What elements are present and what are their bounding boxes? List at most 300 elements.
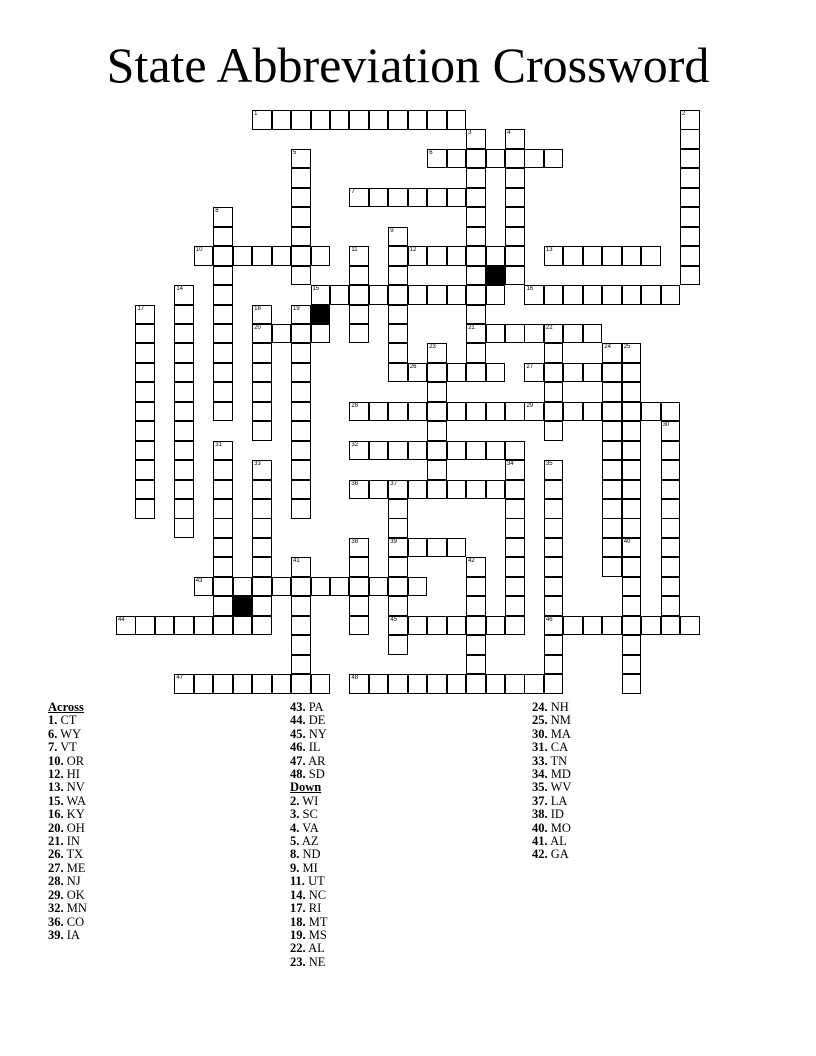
grid-cell[interactable] bbox=[194, 577, 214, 597]
grid-cell[interactable] bbox=[291, 557, 311, 577]
grid-cell[interactable] bbox=[174, 421, 194, 441]
grid-cell[interactable] bbox=[252, 577, 272, 597]
grid-cell[interactable] bbox=[174, 480, 194, 500]
grid-cell[interactable] bbox=[174, 441, 194, 461]
grid-cell[interactable] bbox=[466, 616, 486, 636]
grid-cell[interactable] bbox=[427, 460, 447, 480]
grid-cell[interactable] bbox=[174, 402, 194, 422]
grid-cell[interactable] bbox=[311, 285, 331, 305]
grid-cell[interactable] bbox=[349, 305, 369, 325]
grid-cell[interactable] bbox=[466, 168, 486, 188]
grid-cell[interactable] bbox=[388, 343, 408, 363]
grid-cell[interactable] bbox=[466, 285, 486, 305]
grid-cell[interactable] bbox=[661, 577, 681, 597]
grid-cell[interactable] bbox=[213, 246, 233, 266]
grid-cell[interactable] bbox=[311, 577, 331, 597]
grid-cell[interactable] bbox=[213, 460, 233, 480]
grid-cell[interactable] bbox=[213, 207, 233, 227]
grid-cell[interactable] bbox=[427, 480, 447, 500]
grid-cell[interactable] bbox=[213, 343, 233, 363]
grid-cell[interactable] bbox=[505, 129, 525, 149]
grid-cell[interactable] bbox=[291, 110, 311, 130]
grid-cell[interactable] bbox=[486, 674, 506, 694]
grid-cell[interactable] bbox=[583, 324, 603, 344]
grid-cell[interactable] bbox=[252, 538, 272, 558]
grid-cell[interactable] bbox=[583, 285, 603, 305]
grid-cell[interactable] bbox=[544, 343, 564, 363]
grid-cell[interactable] bbox=[622, 363, 642, 383]
grid-cell[interactable] bbox=[213, 324, 233, 344]
grid-cell[interactable] bbox=[252, 499, 272, 519]
grid-cell[interactable] bbox=[544, 480, 564, 500]
grid-cell[interactable] bbox=[427, 188, 447, 208]
grid-cell[interactable] bbox=[427, 246, 447, 266]
grid-cell[interactable] bbox=[544, 149, 564, 169]
grid-cell[interactable] bbox=[252, 460, 272, 480]
grid-cell[interactable] bbox=[544, 577, 564, 597]
grid-cell[interactable] bbox=[563, 616, 583, 636]
grid-cell[interactable] bbox=[135, 305, 155, 325]
grid-cell[interactable] bbox=[408, 402, 428, 422]
grid-cell[interactable] bbox=[661, 480, 681, 500]
grid-cell[interactable] bbox=[544, 246, 564, 266]
grid-cell[interactable] bbox=[291, 616, 311, 636]
grid-cell[interactable] bbox=[135, 382, 155, 402]
grid-cell[interactable] bbox=[291, 266, 311, 286]
grid-cell[interactable] bbox=[194, 246, 214, 266]
grid-cell[interactable] bbox=[311, 110, 331, 130]
grid-cell[interactable] bbox=[466, 343, 486, 363]
grid-cell[interactable] bbox=[427, 421, 447, 441]
grid-cell[interactable] bbox=[388, 441, 408, 461]
grid-cell[interactable] bbox=[447, 538, 467, 558]
grid-cell[interactable] bbox=[408, 285, 428, 305]
grid-cell[interactable] bbox=[622, 557, 642, 577]
grid-cell[interactable] bbox=[388, 518, 408, 538]
grid-cell[interactable] bbox=[602, 557, 622, 577]
grid-cell[interactable] bbox=[661, 285, 681, 305]
grid-cell[interactable] bbox=[388, 266, 408, 286]
grid-cell[interactable] bbox=[174, 285, 194, 305]
grid-cell[interactable] bbox=[661, 538, 681, 558]
grid-cell[interactable] bbox=[622, 343, 642, 363]
grid-cell[interactable] bbox=[311, 324, 331, 344]
grid-cell[interactable] bbox=[291, 421, 311, 441]
grid-cell[interactable] bbox=[349, 402, 369, 422]
grid-cell[interactable] bbox=[583, 402, 603, 422]
grid-cell[interactable] bbox=[524, 324, 544, 344]
grid-cell[interactable] bbox=[349, 266, 369, 286]
grid-cell[interactable] bbox=[622, 382, 642, 402]
grid-cell[interactable] bbox=[680, 149, 700, 169]
grid-cell[interactable] bbox=[544, 655, 564, 675]
grid-cell[interactable] bbox=[661, 460, 681, 480]
grid-cell[interactable] bbox=[661, 499, 681, 519]
grid-cell[interactable] bbox=[252, 110, 272, 130]
grid-cell[interactable] bbox=[563, 363, 583, 383]
grid-cell[interactable] bbox=[505, 441, 525, 461]
grid-cell[interactable] bbox=[466, 596, 486, 616]
grid-cell[interactable] bbox=[135, 402, 155, 422]
grid-cell[interactable] bbox=[213, 402, 233, 422]
grid-cell[interactable] bbox=[505, 207, 525, 227]
grid-cell[interactable] bbox=[544, 674, 564, 694]
grid-cell[interactable] bbox=[544, 324, 564, 344]
grid-cell[interactable] bbox=[427, 363, 447, 383]
grid-cell[interactable] bbox=[622, 616, 642, 636]
grid-cell[interactable] bbox=[447, 285, 467, 305]
grid-cell[interactable] bbox=[233, 616, 253, 636]
grid-cell[interactable] bbox=[486, 246, 506, 266]
grid-cell[interactable] bbox=[524, 674, 544, 694]
grid-cell[interactable] bbox=[291, 674, 311, 694]
grid-cell[interactable] bbox=[272, 577, 292, 597]
grid-cell[interactable] bbox=[622, 421, 642, 441]
grid-cell[interactable] bbox=[563, 324, 583, 344]
grid-cell[interactable] bbox=[272, 110, 292, 130]
grid-cell[interactable] bbox=[272, 324, 292, 344]
grid-cell[interactable] bbox=[174, 382, 194, 402]
grid-cell[interactable] bbox=[447, 616, 467, 636]
grid-cell[interactable] bbox=[602, 343, 622, 363]
grid-cell[interactable] bbox=[680, 129, 700, 149]
grid-cell[interactable] bbox=[388, 538, 408, 558]
grid-cell[interactable] bbox=[135, 499, 155, 519]
grid-cell[interactable] bbox=[622, 441, 642, 461]
grid-cell[interactable] bbox=[602, 363, 622, 383]
grid-cell[interactable] bbox=[388, 285, 408, 305]
grid-cell[interactable] bbox=[388, 363, 408, 383]
grid-cell[interactable] bbox=[174, 305, 194, 325]
grid-cell[interactable] bbox=[641, 616, 661, 636]
grid-cell[interactable] bbox=[427, 441, 447, 461]
grid-cell[interactable] bbox=[291, 655, 311, 675]
grid-cell[interactable] bbox=[486, 149, 506, 169]
grid-cell[interactable] bbox=[563, 246, 583, 266]
grid-cell[interactable] bbox=[680, 188, 700, 208]
grid-cell[interactable] bbox=[602, 285, 622, 305]
grid-cell[interactable] bbox=[135, 421, 155, 441]
grid-cell[interactable] bbox=[213, 674, 233, 694]
grid-cell[interactable] bbox=[544, 382, 564, 402]
grid-cell[interactable] bbox=[622, 538, 642, 558]
grid-cell[interactable] bbox=[349, 246, 369, 266]
grid-cell[interactable] bbox=[466, 207, 486, 227]
grid-cell[interactable] bbox=[135, 441, 155, 461]
grid-cell[interactable] bbox=[680, 266, 700, 286]
grid-cell[interactable] bbox=[174, 324, 194, 344]
grid-cell[interactable] bbox=[466, 266, 486, 286]
grid-cell[interactable] bbox=[369, 402, 389, 422]
grid-cell[interactable] bbox=[291, 246, 311, 266]
grid-cell[interactable] bbox=[622, 674, 642, 694]
grid-cell[interactable] bbox=[544, 402, 564, 422]
grid-cell[interactable] bbox=[233, 246, 253, 266]
grid-cell[interactable] bbox=[602, 499, 622, 519]
grid-cell[interactable] bbox=[466, 246, 486, 266]
grid-cell[interactable] bbox=[369, 110, 389, 130]
grid-cell[interactable] bbox=[505, 324, 525, 344]
grid-cell[interactable] bbox=[466, 188, 486, 208]
grid-cell[interactable] bbox=[524, 149, 544, 169]
grid-cell[interactable] bbox=[505, 538, 525, 558]
grid-cell[interactable] bbox=[447, 110, 467, 130]
grid-cell[interactable] bbox=[291, 596, 311, 616]
grid-cell[interactable] bbox=[680, 168, 700, 188]
grid-cell[interactable] bbox=[213, 518, 233, 538]
grid-cell[interactable] bbox=[388, 305, 408, 325]
grid-cell[interactable] bbox=[602, 441, 622, 461]
grid-cell[interactable] bbox=[213, 305, 233, 325]
grid-cell[interactable] bbox=[505, 246, 525, 266]
grid-cell[interactable] bbox=[349, 324, 369, 344]
grid-cell[interactable] bbox=[544, 421, 564, 441]
grid-cell[interactable] bbox=[252, 616, 272, 636]
grid-cell[interactable] bbox=[213, 557, 233, 577]
grid-cell[interactable] bbox=[349, 285, 369, 305]
grid-cell[interactable] bbox=[349, 616, 369, 636]
grid-cell[interactable] bbox=[524, 402, 544, 422]
grid-cell[interactable] bbox=[388, 499, 408, 519]
grid-cell[interactable] bbox=[486, 285, 506, 305]
grid-cell[interactable] bbox=[291, 460, 311, 480]
grid-cell[interactable] bbox=[505, 188, 525, 208]
grid-cell[interactable] bbox=[661, 518, 681, 538]
grid-cell[interactable] bbox=[135, 616, 155, 636]
grid-cell[interactable] bbox=[602, 538, 622, 558]
grid-cell[interactable] bbox=[388, 188, 408, 208]
grid-cell[interactable] bbox=[233, 674, 253, 694]
grid-cell[interactable] bbox=[447, 402, 467, 422]
grid-cell[interactable] bbox=[135, 363, 155, 383]
grid-cell[interactable] bbox=[486, 324, 506, 344]
grid-cell[interactable] bbox=[174, 363, 194, 383]
grid-cell[interactable] bbox=[486, 480, 506, 500]
grid-cell[interactable] bbox=[583, 363, 603, 383]
grid-cell[interactable] bbox=[505, 616, 525, 636]
grid-cell[interactable] bbox=[174, 460, 194, 480]
grid-cell[interactable] bbox=[252, 363, 272, 383]
grid-cell[interactable] bbox=[505, 596, 525, 616]
grid-cell[interactable] bbox=[291, 363, 311, 383]
grid-cell[interactable] bbox=[291, 343, 311, 363]
grid-cell[interactable] bbox=[583, 246, 603, 266]
grid-cell[interactable] bbox=[427, 110, 447, 130]
grid-cell[interactable] bbox=[466, 149, 486, 169]
grid-cell[interactable] bbox=[486, 441, 506, 461]
grid-cell[interactable] bbox=[135, 343, 155, 363]
grid-cell[interactable] bbox=[291, 149, 311, 169]
grid-cell[interactable] bbox=[466, 324, 486, 344]
grid-cell[interactable] bbox=[427, 616, 447, 636]
grid-cell[interactable] bbox=[505, 518, 525, 538]
grid-cell[interactable] bbox=[505, 499, 525, 519]
grid-cell[interactable] bbox=[388, 227, 408, 247]
grid-cell[interactable] bbox=[680, 616, 700, 636]
grid-cell[interactable] bbox=[252, 596, 272, 616]
grid-cell[interactable] bbox=[544, 596, 564, 616]
grid-cell[interactable] bbox=[622, 518, 642, 538]
grid-cell[interactable] bbox=[622, 596, 642, 616]
grid-cell[interactable] bbox=[524, 363, 544, 383]
grid-cell[interactable] bbox=[447, 188, 467, 208]
grid-cell[interactable] bbox=[213, 266, 233, 286]
grid-cell[interactable] bbox=[408, 246, 428, 266]
grid-cell[interactable] bbox=[427, 285, 447, 305]
grid-cell[interactable] bbox=[486, 363, 506, 383]
grid-cell[interactable] bbox=[466, 674, 486, 694]
grid-cell[interactable] bbox=[466, 363, 486, 383]
grid-cell[interactable] bbox=[447, 674, 467, 694]
grid-cell[interactable] bbox=[369, 674, 389, 694]
grid-cell[interactable] bbox=[544, 285, 564, 305]
grid-cell[interactable] bbox=[349, 110, 369, 130]
grid-cell[interactable] bbox=[427, 538, 447, 558]
grid-cell[interactable] bbox=[408, 110, 428, 130]
grid-cell[interactable] bbox=[369, 441, 389, 461]
grid-cell[interactable] bbox=[408, 616, 428, 636]
grid-cell[interactable] bbox=[174, 518, 194, 538]
grid-cell[interactable] bbox=[349, 557, 369, 577]
grid-cell[interactable] bbox=[349, 188, 369, 208]
grid-cell[interactable] bbox=[505, 168, 525, 188]
grid-cell[interactable] bbox=[602, 518, 622, 538]
grid-cell[interactable] bbox=[602, 460, 622, 480]
grid-cell[interactable] bbox=[291, 577, 311, 597]
grid-cell[interactable] bbox=[544, 538, 564, 558]
grid-cell[interactable] bbox=[213, 441, 233, 461]
grid-cell[interactable] bbox=[622, 655, 642, 675]
grid-cell[interactable] bbox=[583, 616, 603, 636]
grid-cell[interactable] bbox=[466, 227, 486, 247]
grid-cell[interactable] bbox=[349, 577, 369, 597]
grid-cell[interactable] bbox=[602, 421, 622, 441]
grid-cell[interactable] bbox=[544, 635, 564, 655]
grid-cell[interactable] bbox=[155, 616, 175, 636]
grid-cell[interactable] bbox=[233, 577, 253, 597]
grid-cell[interactable] bbox=[622, 635, 642, 655]
grid-cell[interactable] bbox=[213, 499, 233, 519]
grid-cell[interactable] bbox=[213, 227, 233, 247]
grid-cell[interactable] bbox=[116, 616, 136, 636]
grid-cell[interactable] bbox=[369, 480, 389, 500]
grid-cell[interactable] bbox=[291, 188, 311, 208]
grid-cell[interactable] bbox=[388, 246, 408, 266]
grid-cell[interactable] bbox=[466, 129, 486, 149]
grid-cell[interactable] bbox=[602, 402, 622, 422]
grid-cell[interactable] bbox=[388, 480, 408, 500]
grid-cell[interactable] bbox=[174, 499, 194, 519]
grid-cell[interactable] bbox=[622, 480, 642, 500]
grid-cell[interactable] bbox=[349, 596, 369, 616]
grid-cell[interactable] bbox=[602, 382, 622, 402]
grid-cell[interactable] bbox=[466, 305, 486, 325]
grid-cell[interactable] bbox=[505, 557, 525, 577]
grid-cell[interactable] bbox=[311, 674, 331, 694]
grid-cell[interactable] bbox=[291, 480, 311, 500]
grid-cell[interactable] bbox=[408, 577, 428, 597]
grid-cell[interactable] bbox=[505, 227, 525, 247]
grid-cell[interactable] bbox=[641, 402, 661, 422]
grid-cell[interactable] bbox=[252, 402, 272, 422]
grid-cell[interactable] bbox=[408, 363, 428, 383]
grid-cell[interactable] bbox=[252, 382, 272, 402]
grid-cell[interactable] bbox=[252, 518, 272, 538]
grid-cell[interactable] bbox=[680, 207, 700, 227]
grid-cell[interactable] bbox=[213, 616, 233, 636]
grid-cell[interactable] bbox=[252, 324, 272, 344]
grid-cell[interactable] bbox=[466, 480, 486, 500]
grid-cell[interactable] bbox=[213, 363, 233, 383]
grid-cell[interactable] bbox=[408, 674, 428, 694]
grid-cell[interactable] bbox=[602, 246, 622, 266]
grid-cell[interactable] bbox=[291, 207, 311, 227]
grid-cell[interactable] bbox=[174, 343, 194, 363]
grid-cell[interactable] bbox=[505, 402, 525, 422]
grid-cell[interactable] bbox=[311, 246, 331, 266]
grid-cell[interactable] bbox=[544, 616, 564, 636]
grid-cell[interactable] bbox=[388, 635, 408, 655]
grid-cell[interactable] bbox=[427, 402, 447, 422]
grid-cell[interactable] bbox=[505, 266, 525, 286]
grid-cell[interactable] bbox=[252, 674, 272, 694]
grid-cell[interactable] bbox=[388, 674, 408, 694]
grid-cell[interactable] bbox=[135, 324, 155, 344]
grid-cell[interactable] bbox=[408, 480, 428, 500]
grid-cell[interactable] bbox=[272, 674, 292, 694]
grid-cell[interactable] bbox=[252, 480, 272, 500]
grid-cell[interactable] bbox=[427, 149, 447, 169]
grid-cell[interactable] bbox=[330, 285, 350, 305]
grid-cell[interactable] bbox=[641, 246, 661, 266]
grid-cell[interactable] bbox=[602, 480, 622, 500]
grid-cell[interactable] bbox=[349, 674, 369, 694]
grid-cell[interactable] bbox=[622, 246, 642, 266]
grid-cell[interactable] bbox=[291, 382, 311, 402]
grid-cell[interactable] bbox=[213, 382, 233, 402]
grid-cell[interactable] bbox=[447, 363, 467, 383]
grid-cell[interactable] bbox=[544, 460, 564, 480]
grid-cell[interactable] bbox=[388, 577, 408, 597]
grid-cell[interactable] bbox=[622, 577, 642, 597]
grid-cell[interactable] bbox=[447, 149, 467, 169]
grid-cell[interactable] bbox=[466, 557, 486, 577]
grid-cell[interactable] bbox=[330, 577, 350, 597]
grid-cell[interactable] bbox=[369, 285, 389, 305]
grid-cell[interactable] bbox=[486, 616, 506, 636]
grid-cell[interactable] bbox=[505, 480, 525, 500]
grid-cell[interactable] bbox=[680, 227, 700, 247]
grid-cell[interactable] bbox=[427, 674, 447, 694]
grid-cell[interactable] bbox=[544, 499, 564, 519]
grid-cell[interactable] bbox=[622, 460, 642, 480]
grid-cell[interactable] bbox=[291, 499, 311, 519]
grid-cell[interactable] bbox=[524, 285, 544, 305]
grid-cell[interactable] bbox=[544, 557, 564, 577]
grid-cell[interactable] bbox=[388, 402, 408, 422]
grid-cell[interactable] bbox=[622, 402, 642, 422]
grid-cell[interactable] bbox=[213, 480, 233, 500]
grid-cell[interactable] bbox=[563, 402, 583, 422]
grid-cell[interactable] bbox=[447, 441, 467, 461]
grid-cell[interactable] bbox=[466, 635, 486, 655]
grid-cell[interactable] bbox=[388, 596, 408, 616]
grid-cell[interactable] bbox=[388, 110, 408, 130]
grid-cell[interactable] bbox=[349, 538, 369, 558]
grid-cell[interactable] bbox=[447, 480, 467, 500]
grid-cell[interactable] bbox=[252, 421, 272, 441]
grid-cell[interactable] bbox=[505, 674, 525, 694]
